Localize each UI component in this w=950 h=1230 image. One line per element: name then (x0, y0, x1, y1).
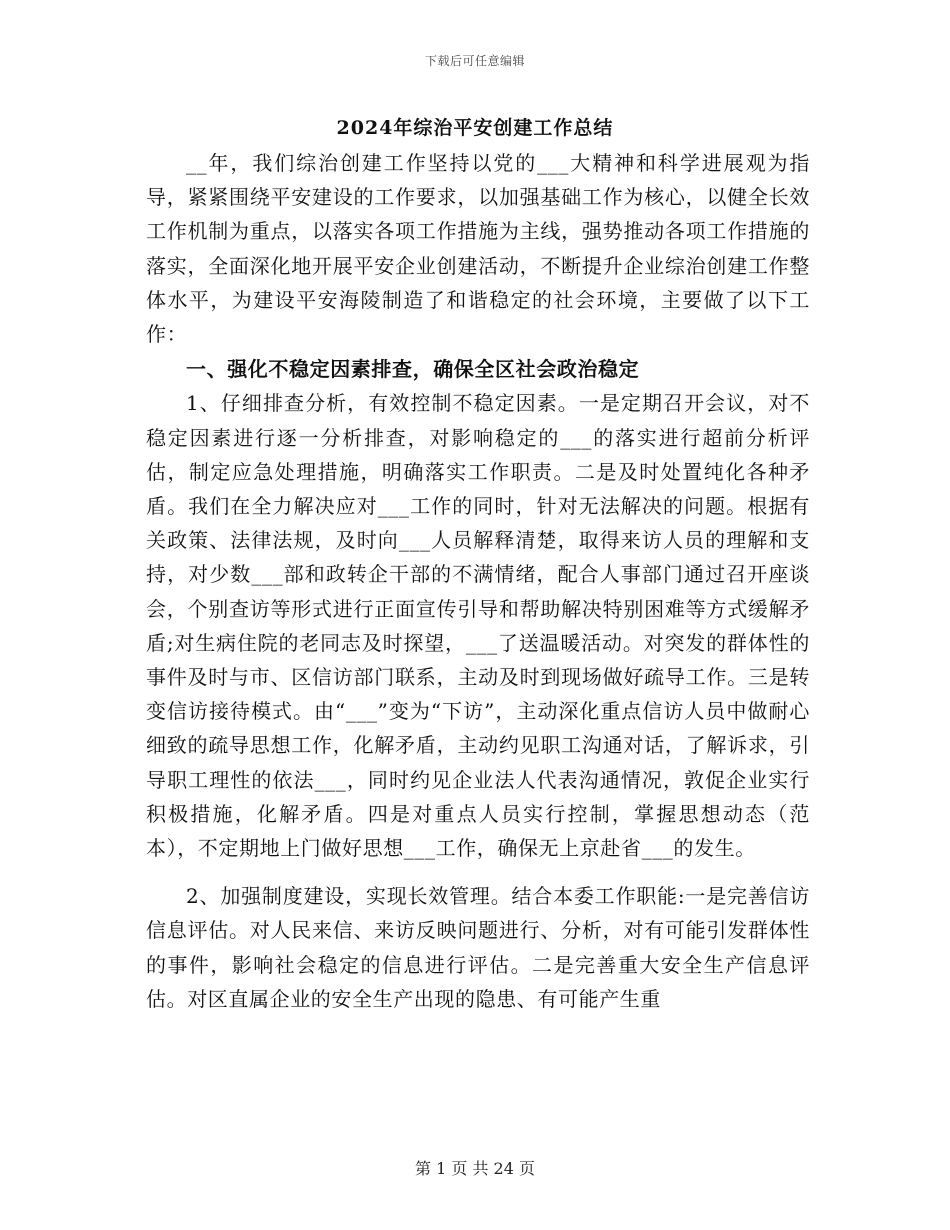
paragraph-1: 1、仔细排查分析，有效控制不稳定因素。一是定期召开会议，对不稳定因素进行逐一分析排查，对影响稳定的___的落实进行超前分析评估，制定应急处理措施，明确落实工作职责。二是及时处置纯化各种矛盾。我们在全力解决应对___工作的同时，针对无法解决的问题。根据有关政策、法律法规，及时向___人员解释清楚，取得来访人员的理解和支持，对少数___部和政转企干部的不满情绪，配合人事部门通过召开座谈会，个别查访等形式进行正面宣传引导和帮助解决特别困难等方式缓解矛盾;对生病住院的老同志及时探望，___了送温暖活动。对突发的群体性的事件及时与市、区信访部门联系，主动及时到现场做好疏导工作。三是转变信访接待模式。由“___”变为“下访”，主动深化重点信访人员中做耐心细致的疏导思想工作，化解矛盾，主动约见职工沟通对话，了解诉求，引导职工理性的依法___，同时约见企业法人代表沟通情况，敦促企业实行积极措施，化解矛盾。四是对重点人员实行控制，掌握思想动态（范本），不定期地上门做好思想___工作，确保无上京赴省___的发生。 (146, 391, 810, 861)
section-heading-1: 一、强化不稳定因素排查，确保全区社会政治稳定 (186, 357, 640, 382)
document-title: 2024年综治平安创建工作总结 (336, 117, 614, 139)
intro-paragraph: __年，我们综治创建工作坚持以党的___大精神和科学进展观为指导，紧紧围绕平安建设的工作要求，以加强基础工作为核心，以健全长效工作机制为重点，以落实各项工作措施为主线，强势推动各项工作措施的落实，全面深化地开展平安企业创建活动，不断提升企业综治创建工作整体水平，为建设平安海陵制造了和谐稳定的社会环境，主要做了以下工作： (146, 151, 810, 347)
page-header-note: 下载后可任意编辑 (424, 54, 525, 68)
page-number-footer: 第 1 页 共 24 页 (415, 1159, 535, 1178)
paragraph-2: 2、加强制度建设，实现长效管理。结合本委工作职能:一是完善信访信息评估。对人民来信、来访反映问题进行、分析，对有可能引发群体性的事件，影响社会稳定的信息进行评估。二是完善重大安全生产信息评估。对区直属企业的安全生产出现的隐患、有可能产生重 (146, 884, 810, 1011)
document-body (146, 146, 810, 1016)
